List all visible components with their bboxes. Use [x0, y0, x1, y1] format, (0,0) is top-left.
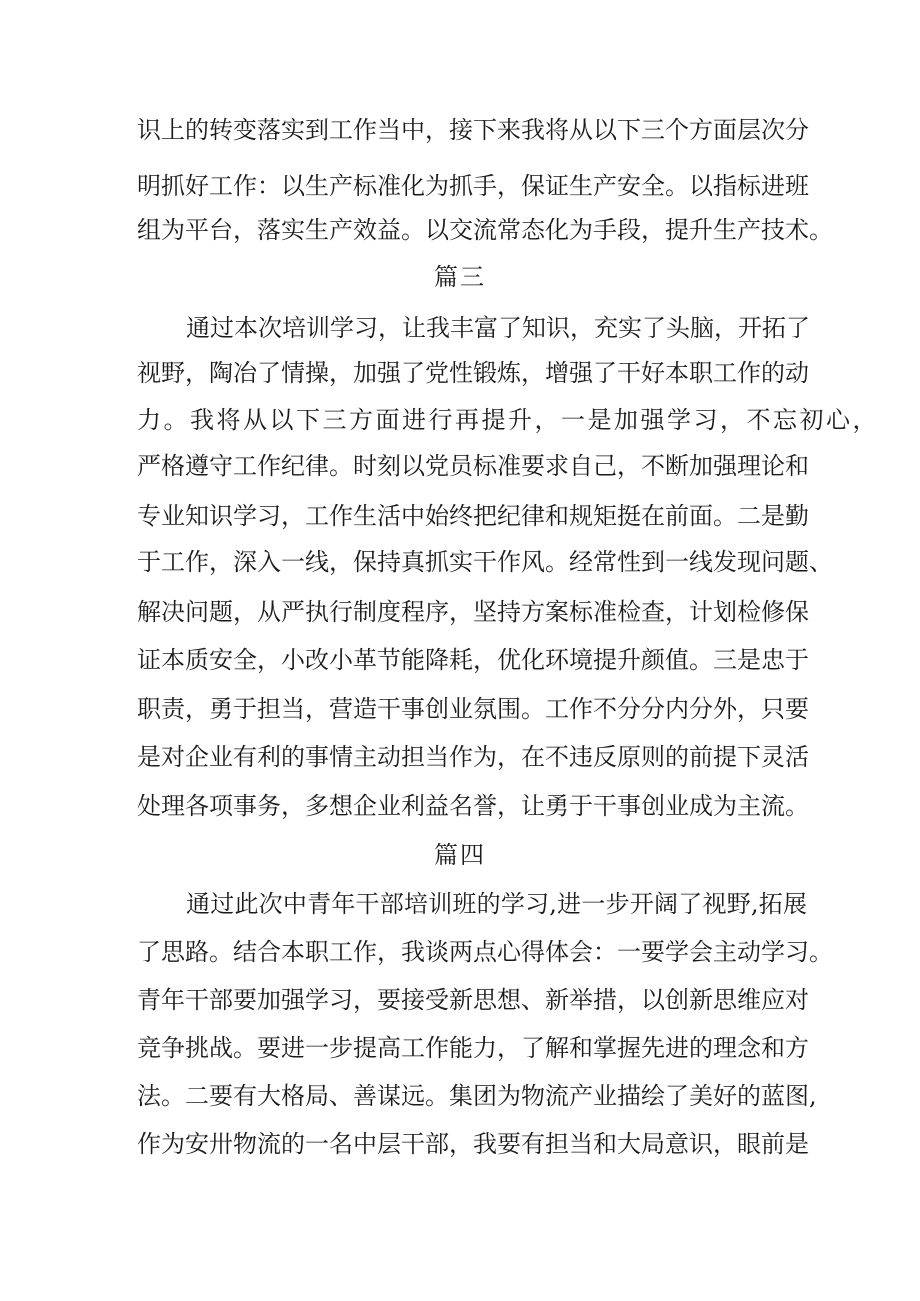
text-line: 法。二要有大格局、善谋远。集团为物流产业描绘了美好的蓝图,: [137, 1082, 817, 1110]
text-line: 组为平台，落实生产效益。以交流常态化为手段，提升生产技术。: [137, 216, 833, 244]
text-line: 严格遵守工作纪律。时刻以党员标准要求自己，不断加强理论和: [137, 452, 809, 480]
text-line: 力。我将从以下三方面进行再提升，一是加强学习，不忘初心，: [137, 406, 879, 434]
text-line: 通过此次中青年干部培训班的学习,进一步开阔了视野,拓展: [186, 890, 807, 918]
text-line: 视野，陶冶了情操，加强了党性锻炼，增强了干好本职工作的动: [137, 359, 809, 387]
text-line: 了思路。结合本职工作，我谈两点心得体会：一要学会主动学习。: [137, 938, 833, 966]
section-heading: 篇三: [434, 263, 486, 291]
text-line: 职责，勇于担当，营造干事创业氛围。工作不分分内分外，只要: [137, 695, 809, 723]
text-line: 青年干部要加强学习，要接受新思想、新举措，以创新思维应对: [137, 986, 809, 1014]
text-line: 识上的转变落实到工作当中，接下来我将从以下三个方面层次分: [137, 116, 809, 144]
text-line: 专业知识学习，工作生活中始终把纪律和规矩挺在前面。二是勤: [137, 502, 809, 530]
text-line: 于工作，深入一线，保持真抓实干作风。经常性到一线发现问题、: [137, 548, 833, 576]
text-line: 竞争挑战。要进一步提高工作能力，了解和掌握先进的理念和方: [137, 1034, 809, 1062]
text-line: 作为安卅物流的一名中层干部，我要有担当和大局意识，眼前是: [137, 1130, 809, 1158]
text-line: 明抓好工作：以生产标准化为抓手，保证生产安全。以指标进班: [137, 172, 809, 200]
text-line: 通过本次培训学习，让我丰富了知识，充实了头脑，开拓了: [186, 314, 810, 342]
section-heading: 篇四: [434, 841, 486, 869]
text-line: 解决问题，从严执行制度程序，坚持方案标准检查，计划检修保: [137, 598, 809, 626]
text-line: 证本质安全，小改小革节能降耗，优化环境提升颜值。三是忠于: [137, 646, 809, 674]
text-line: 是对企业有利的事情主动担当作为，在不违反原则的前提下灵活: [137, 743, 809, 771]
text-line: 处理各项事务，多想企业利益名誉，让勇于干事创业成为主流。: [137, 792, 809, 820]
